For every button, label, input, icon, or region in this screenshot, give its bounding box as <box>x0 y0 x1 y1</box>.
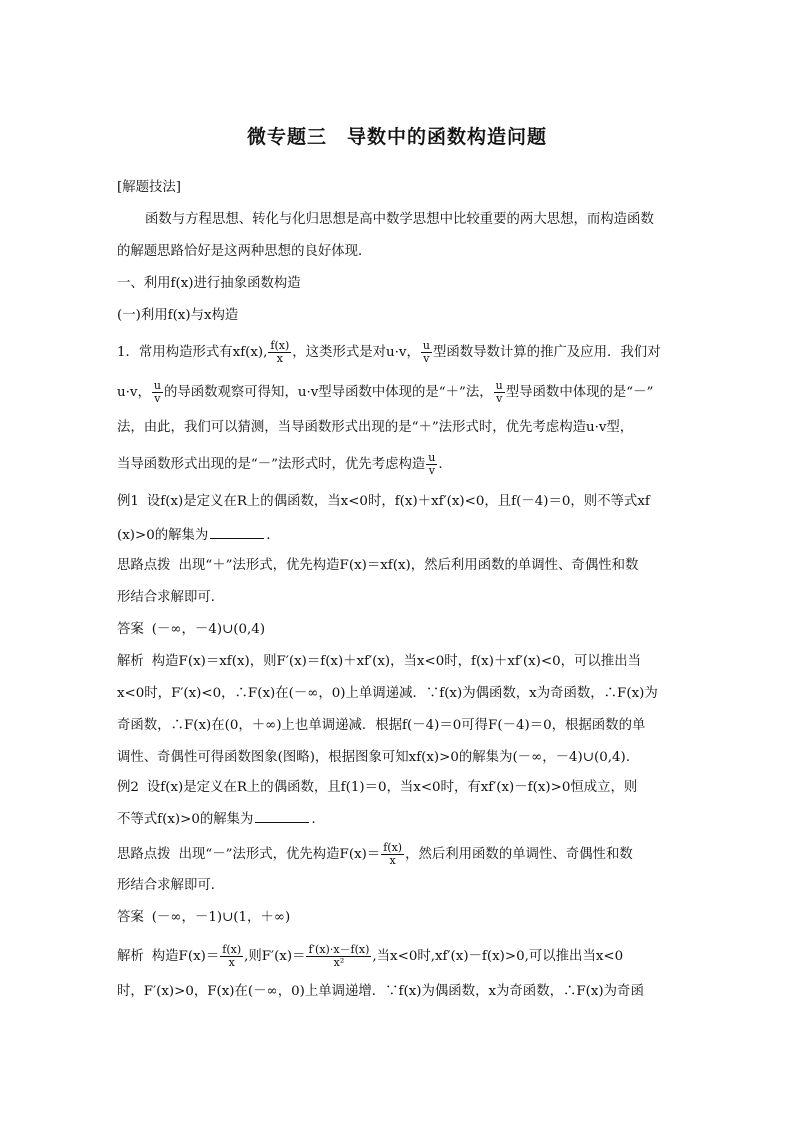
ex1-sol-line-3: 奇函数，∴F(x)在(0，＋∞)上也单调递减．根据f(－4)＝0可得F(－4)＝0，根据函数的单 <box>117 718 646 733</box>
page-title: 微专题三 导数中的函数构造问题 <box>246 126 547 148</box>
ex2-answer: 答案 (－∞，－1)∪(1，＋∞) <box>117 910 291 925</box>
p1-line-1 <box>117 340 687 365</box>
ex2-hint-line-2: 形结合求解即可． <box>117 878 225 893</box>
ex2-sol-line-1: 解析 构造F(x)＝ $\frac{f(x)}{x}$ ,则F′(x)＝ $\frac{f'(x)\cdot x-f(x)}{\text{x²}}$ ,当x<0时,xf′(x)－f(x)>0,可以推出当x<0 <box>117 943 624 969</box>
p1-text-b: ，这类形式是对u·v， <box>292 345 420 360</box>
ex1-sol-line-1: 解析 构造F(x)＝xf(x)，则F′(x)＝f(x)＋xf′(x)，当x<0时，f(x)＋xf′(x)<0，可以推出当 <box>117 654 641 669</box>
solution-label: 解析 <box>117 949 144 964</box>
fraction-fx-over-x: $\frac{f(x)}{x}$ <box>383 841 403 867</box>
intro-line-1: 函数与方程思想、转化与化归思想是高中数学思想中比较重要的两大思想，而构造函数 <box>145 212 654 227</box>
fraction-fx-over-x: $\frac{f(x)}{x}$ <box>270 339 290 365</box>
p1-text-c: 型函数导数计算的推广及应用．我们对 <box>432 345 661 360</box>
ex1-label: 例1 <box>117 494 139 509</box>
section-label: [解题技法] <box>117 180 182 195</box>
hint-label: 思路点拨 <box>117 558 171 573</box>
fraction-u-over-v: $\frac{u}{v}$ <box>495 379 503 405</box>
fraction-u-over-v: $\frac{u}{v}$ <box>153 379 161 405</box>
p1-line-2: u·v， $\frac{u}{v}$ 的导函数观察可得知，u·v型导函数中体现的是“＋”法， $\frac{u}{v}$ 型导函数中体现的是“－” <box>117 379 654 405</box>
heading-1: 一、利用f(x)进行抽象函数构造 <box>117 276 301 291</box>
intro-line-2: 的解题思路恰好是这两种思想的良好体现． <box>117 244 372 259</box>
fraction-u-over-v: $\frac{u}{v}$ <box>422 339 430 365</box>
answer-blank <box>210 524 264 539</box>
ex1-line-1: 例1 设f(x)是定义在R上的偶函数，当x<0时，f(x)＋xf′(x)<0，且f(－4)＝0，则不等式xf <box>117 494 650 509</box>
ex2-sol-line-2: 时，F′(x)>0，F(x)在(－∞，0)上单调递增．∵f(x)为偶函数，x为奇函数，∴F(x)为奇函 <box>117 984 644 999</box>
p1-line-4: 当导函数形式出现的是“－”法形式时，优先考虑构造 $\frac{u}{v}$ . <box>117 451 443 477</box>
ex2-hint-line-1: 思路点拨 出现“－”法形式，优先构造F(x)＝ $\frac{f(x)}{x}$ ，然后利用函数的单调性、奇偶性和数 <box>117 841 633 867</box>
ex1-hint-line-2: 形结合求解即可． <box>117 590 225 605</box>
ex1-sol-line-2: x<0时，F′(x)<0，∴F(x)在(－∞，0)上单调递减．∵f(x)为偶函数，x为奇函数，∴F(x)为 <box>117 686 658 701</box>
answer-blank <box>255 808 309 823</box>
fraction-derivative-quotient: $\frac{f'(x)\cdot x-f(x)}{\text{x²}}$ <box>308 943 370 969</box>
answer-label: 答案 <box>117 910 144 925</box>
fraction-u-over-v: $\frac{u}{v}$ <box>428 451 436 477</box>
heading-2: (一)利用f(x)与x构造 <box>117 308 239 323</box>
p1-line-3: 法，由此，我们可以猜测，当导函数形式出现的是“＋”法形式时，优先考虑构造u·v型， <box>117 420 634 435</box>
answer-label: 答案 <box>117 622 144 637</box>
hint-label: 思路点拨 <box>117 847 171 862</box>
ex2-label: 例2 <box>117 780 139 795</box>
fraction-fx-over-x: $\frac{f(x)}{x}$ <box>222 943 242 969</box>
ex1-line-2: (x)>0的解集为 ． <box>117 524 687 546</box>
solution-label: 解析 <box>117 654 144 669</box>
ex1-answer: 答案 (－∞，－4)∪(0,4) <box>117 622 266 637</box>
p1-text-a: 1．常用构造形式有xf(x), <box>117 345 268 360</box>
ex2-line-1: 例2 设f(x)是定义在R上的偶函数，且f(1)＝0，当x<0时，有xf′(x)－f(x)>0恒成立，则 <box>117 780 638 795</box>
ex1-hint-line-1: 思路点拨 出现“＋”法形式，优先构造F(x)＝xf(x)，然后利用函数的单调性、奇偶性和数 <box>117 558 639 573</box>
ex2-line-2: 不等式f(x)>0的解集为 ． <box>117 808 687 830</box>
ex1-sol-line-4: 调性、奇偶性可得函数图象(图略)，根据图象可知xf(x)>0的解集为(－∞，－4)∪(0,4). <box>117 750 630 765</box>
